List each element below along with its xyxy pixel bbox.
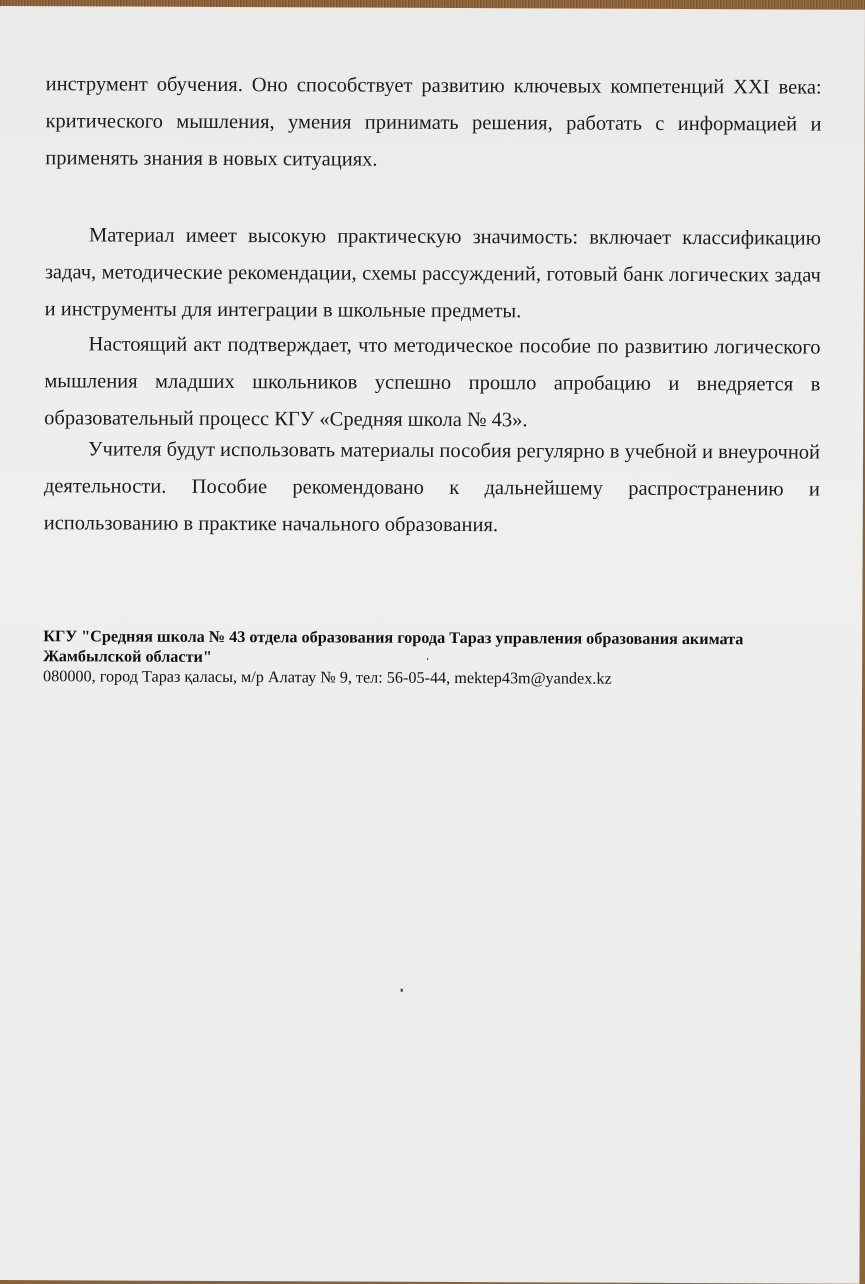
organization-name: КГУ "Средняя школа № 43 отдела образования города Тараз управления образования акимата Жамбылской области": [43, 627, 744, 666]
paragraph-text: инструмент обучения. Оно способствует развитию ключевых компетенций XXI века: критического мышления, умения принимать решения, работать с информацией и применять знания в новых ситуациях.: [45, 73, 822, 171]
paragraph-practical-value: [45, 217, 821, 331]
paper-speck: [401, 989, 403, 992]
paragraph-text: Настоящий акт подтверждает, что методическое пособие по развитию логического мышления младших школьников успешно прошло апробацию и внедряется в образовательный процесс КГУ «Средняя школа № 43».: [44, 333, 821, 432]
paper-sheet: [0, 6, 865, 1284]
paragraph-teachers-usage: [44, 431, 820, 545]
paragraph-text: Материал имеет высокую практическую значимость: включает классификацию задач, методические рекомендации, схемы рассуждений, готовый банк логических задач и инструменты для интеграции в школьные предметы.: [44, 224, 822, 323]
paragraph-act-confirmation: [44, 326, 820, 440]
paragraph-competencies: [45, 66, 821, 180]
paragraph-text: Учителя будут использовать материалы пособия регулярно в учебной и внеурочной деятельности. Пособие рекомендовано к дальнейшему распространению и использованию в практике начального образования.: [43, 438, 821, 537]
document-footer: [43, 626, 833, 689]
organization-address: 080000, город Тараз қаласы, м/р Алатау № 9, тел: 56-05-44, mektep43m@yandex.kz: [43, 667, 612, 688]
paper-speck: [427, 658, 428, 660]
